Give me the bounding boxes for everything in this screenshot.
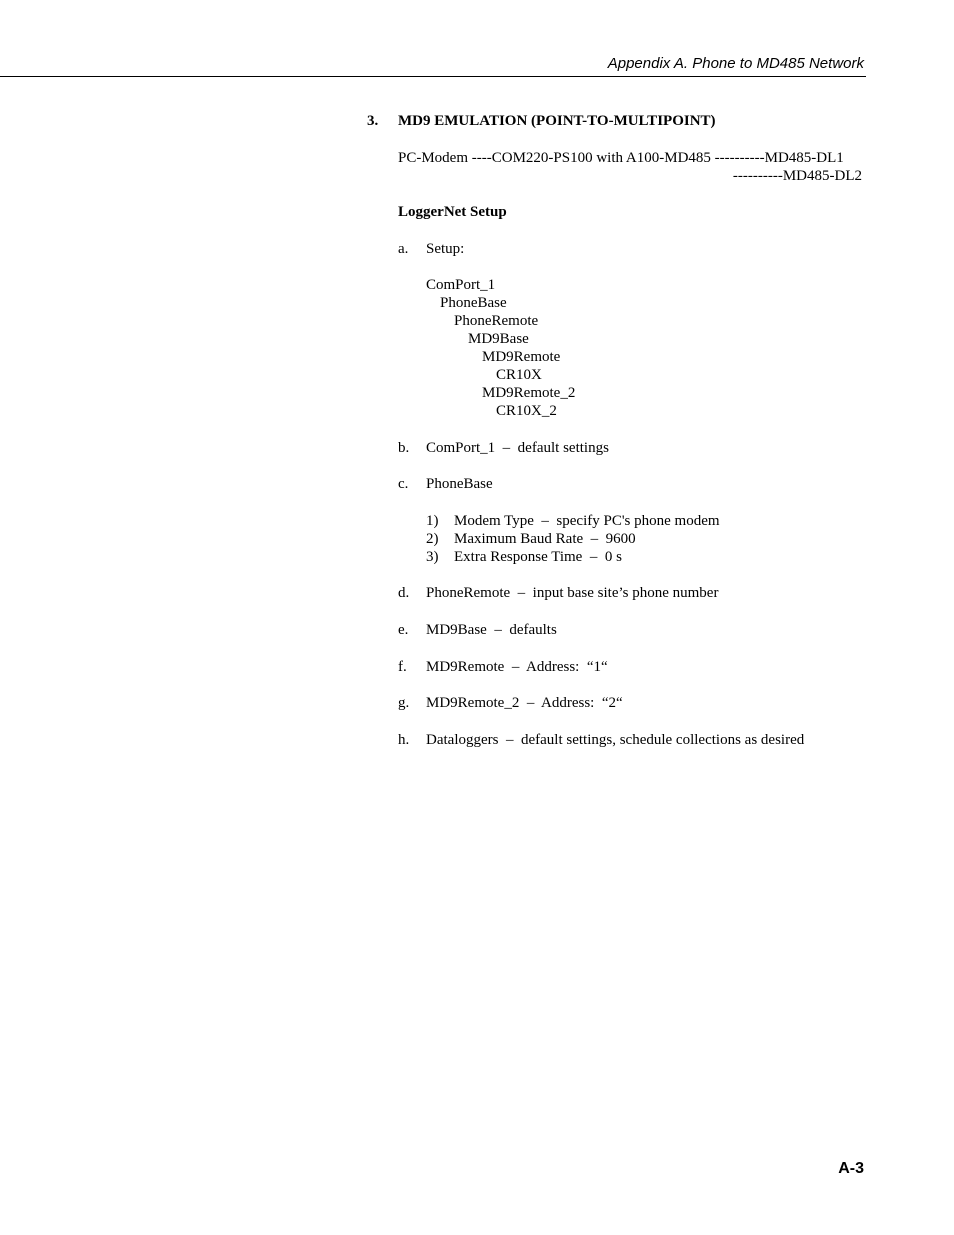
item-b-marker: b. [398,440,410,456]
running-header: Appendix A. Phone to MD485 Network [607,55,864,72]
sub-item-text: Extra Response Time – 0 s [454,549,622,565]
tree-node: MD9Base [468,331,529,347]
tree-node: MD9Remote [482,349,561,365]
item-c-marker: c. [398,476,409,492]
item-d-marker: d. [398,585,410,601]
diagram-line-2: ----------MD485-DL2 [732,168,862,184]
tree-node: CR10X_2 [496,403,557,419]
sub-item-number: 2) [426,531,439,547]
sub-item-text: Maximum Baud Rate – 9600 [454,531,636,547]
item-a-marker: a. [398,241,409,257]
item-a-label: Setup: [426,241,465,257]
item-f-marker: f. [398,659,407,675]
tree-node: PhoneRemote [454,313,539,329]
tree-node: ComPort_1 [426,277,496,293]
item-g-marker: g. [398,695,410,711]
item-c-text: PhoneBase [426,476,493,492]
item-e-marker: e. [398,622,409,638]
sub-item-number: 1) [426,513,439,529]
item-d-text: PhoneRemote – input base site’s phone number [426,585,719,601]
header-rule [0,76,866,77]
subheading: LoggerNet Setup [398,204,507,220]
sub-item-text: Modem Type – specify PC's phone modem [454,513,720,529]
item-b-text: ComPort_1 – default settings [426,440,609,456]
section-title: MD9 EMULATION (POINT-TO-MULTIPOINT) [398,113,716,129]
tree-node: PhoneBase [440,295,507,311]
tree-node: MD9Remote_2 [482,385,576,401]
section-number: 3. [367,113,379,129]
item-e-text: MD9Base – defaults [426,622,557,638]
item-h-marker: h. [398,732,410,748]
sub-item-number: 3) [426,549,439,565]
tree-node: CR10X [496,367,542,383]
item-h-text: Dataloggers – default settings, schedule collections as desired [426,732,805,748]
diagram-line-1: PC-Modem ----COM220-PS100 with A100-MD485 ----------MD485-DL1 [398,150,844,166]
item-f-text: MD9Remote – Address: “1“ [426,659,608,675]
page-number: A-3 [838,1160,864,1177]
item-g-text: MD9Remote_2 – Address: “2“ [426,695,623,711]
